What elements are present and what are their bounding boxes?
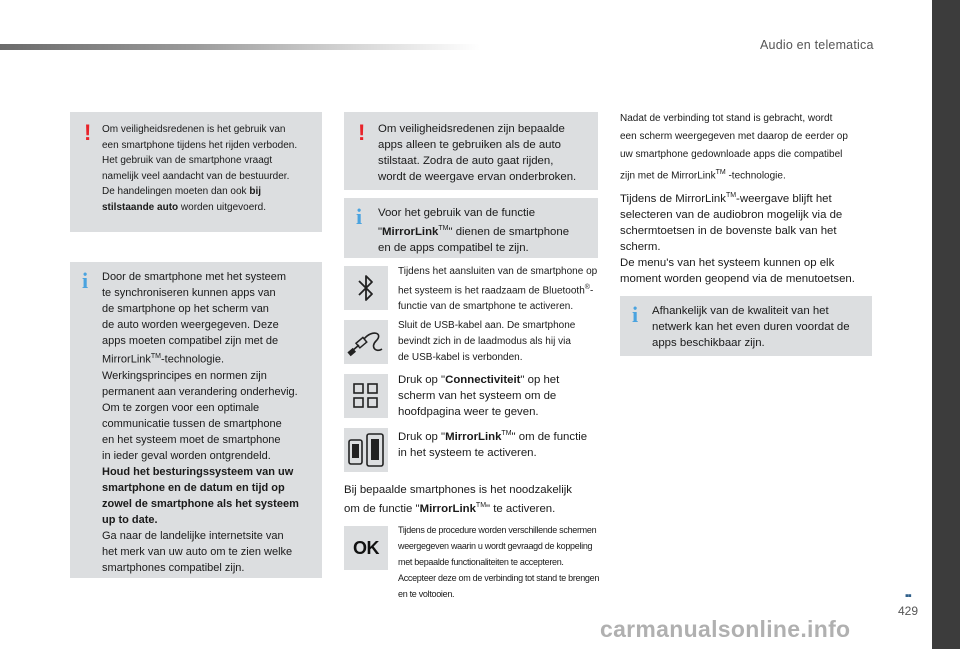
text-line: permanent aan verandering onderhevig. [102, 385, 298, 398]
text-line: te synchroniseren kunnen apps van [102, 287, 276, 299]
text-line: en het systeem moet de smartphone [102, 433, 281, 446]
text-line: Om veiligheidsredenen is het gebruik van [102, 124, 286, 135]
paragraph-connection [620, 110, 882, 185]
step-usb [398, 318, 604, 366]
info-box-compatibility [344, 198, 598, 258]
header-gradient-bar [0, 44, 480, 50]
step-icon-box [344, 320, 388, 364]
text-line: om de functie " [344, 502, 420, 515]
text-line: Werkingsprincipes en normen zijn [102, 369, 267, 382]
text-line: Afhankelijk van de kwaliteit van het [652, 305, 829, 317]
text-line: - [589, 285, 594, 297]
text-line: met bepaalde functionaliteiten te accepteren. [398, 557, 564, 567]
bold-text: MirrorLink [445, 430, 502, 443]
text-line: een scherm weergegeven met daarop de eerder op [620, 131, 848, 142]
text-line: in ieder geval worden ontgrendeld. [102, 449, 271, 462]
text-line: " om de functie [511, 430, 588, 443]
ok-icon: OK [353, 537, 379, 558]
text-line: Tijdens het aansluiten van de smartphone op [398, 266, 598, 277]
info-box-network [620, 296, 872, 356]
text-line: communicatie tussen de smartphone [102, 417, 282, 430]
info-icon: i [356, 204, 363, 229]
text-line: wordt de weergave ervan onderbroken. [378, 171, 577, 183]
paragraph-audio-source [620, 188, 882, 287]
bold-text: MirrorLink [382, 225, 439, 238]
text-line: Druk op " [398, 430, 446, 443]
bluetooth-icon [354, 272, 378, 304]
text-line: Nadat de verbinding tot stand is gebracht, wordt [620, 113, 833, 124]
text-line: in het systeem te activeren. [398, 446, 537, 459]
text-line: worden uitgevoerd. [178, 201, 266, 213]
text-line: selecteren van de audiobron mogelijk via de [620, 208, 843, 221]
bold-text: smartphone en de datum en tijd op [102, 481, 285, 494]
text-line: -technologie. [725, 170, 786, 182]
text-line: zijn met de MirrorLink [620, 170, 716, 182]
text-line: en de apps compatibel te zijn. [378, 241, 529, 254]
page-number: 429 [898, 604, 919, 618]
warning-box-apps [344, 112, 598, 190]
bold-text: stilstaande auto [102, 201, 179, 213]
bold-text: bij [249, 186, 262, 197]
text-line: de smartphone op het scherm van [102, 303, 269, 315]
text-line: weergegeven waarin u wordt gevraagd de koppeling [398, 541, 593, 551]
text-line: namelijk veel aandacht van de bestuurder. [102, 170, 290, 182]
trademark: TM [438, 225, 449, 232]
usb-cable-icon [346, 325, 386, 359]
text-line: Om veiligheidsredenen zijn bepaalde [378, 123, 565, 135]
bold-text: Houd het besturingssysteem van uw [102, 465, 294, 478]
text-line: Om te zorgen voor een optimale [102, 401, 260, 414]
text-line: Voor het gebruik van de functie [378, 207, 536, 219]
text-line: Tijdens de MirrorLink [620, 192, 726, 205]
text-line: Door de smartphone met het systeem [102, 271, 287, 283]
text-line: -technologie. [161, 353, 225, 366]
info-icon: i [82, 268, 89, 293]
text-line: " dienen de smartphone [448, 225, 570, 238]
text-line: Tijdens de procedure worden verschillende schermen [398, 525, 597, 535]
text-line: het systeem is het raadzaam de Bluetooth [398, 285, 585, 297]
step-mirrorlink [398, 426, 604, 461]
text-line: Het gebruik van de smartphone vraagt [102, 155, 273, 166]
warning-icon: ! [358, 120, 366, 145]
bold-text: MirrorLink [419, 502, 476, 515]
trademark: TM [715, 169, 726, 176]
bold-text: up to date. [102, 513, 158, 526]
bold-text: zowel de smartphone als het systeem [102, 497, 299, 510]
text-line: -weergave blijft het [736, 192, 832, 205]
step-ok [398, 522, 604, 602]
text-line: netwerk kan het even duren voordat de [652, 321, 850, 333]
text-line: stilstaat. Zodra de auto gaat rijden, [378, 155, 554, 167]
text-line: bevindt zich in de laadmodus als hij via [398, 336, 571, 347]
text-line: uw smartphone gedownloade apps die compatibel [620, 149, 843, 160]
step-icon-box [344, 266, 388, 310]
text-line: " op het [520, 374, 560, 386]
text-line: De menu's van het systeem kunnen op elk [620, 256, 835, 269]
bold-text: Connectiviteit [445, 374, 521, 386]
text-line: de auto worden weergegeven. Deze [102, 319, 279, 331]
text-line: scherm van het systeem om de [398, 390, 557, 402]
text-line: scherm. [620, 240, 661, 253]
mirrorlink-icon [347, 432, 385, 468]
text-line: een smartphone tijdens het rijden verboden. [102, 139, 298, 151]
step-icon-box [344, 374, 388, 418]
text-line: apps alleen te gebruiken als de auto [378, 139, 562, 151]
text-line: apps beschikbaar zijn. [652, 337, 765, 349]
text-line: " [378, 225, 383, 238]
trademark: TM [475, 502, 487, 509]
registered-mark: ® [584, 284, 590, 291]
text-line: Druk op " [398, 374, 446, 386]
text-line: Bij bepaalde smartphones is het noodzakelijk [344, 484, 572, 496]
text-line: " te activeren. [486, 502, 556, 515]
info-icon: i [632, 302, 639, 327]
info-box-smartphone-sync [70, 262, 322, 578]
text-line: functie van de smartphone te activeren. [398, 301, 574, 313]
text-line: hoofdpagina weer te geven. [398, 406, 539, 418]
step-icon-box [344, 526, 388, 570]
text-line: Sluit de USB-kabel aan. De smartphone [398, 320, 576, 331]
text-line: MirrorLink [102, 353, 151, 366]
text-line: en te voltooien. [398, 589, 455, 599]
note-text [344, 482, 604, 517]
trademark: TM [501, 430, 512, 437]
step-bluetooth [398, 264, 604, 315]
warning-box-safety [70, 112, 322, 232]
watermark: carmanualsonline.info [600, 616, 851, 642]
text-line: schermtoetsen in de bovenste balk van het [620, 224, 837, 237]
step-icon-box [344, 428, 388, 472]
section-title: Audio en telematica [760, 38, 874, 52]
text-line: Ga naar de landelijke internetsite van [102, 529, 284, 542]
page-edge-strip [932, 0, 960, 649]
step-connectivity [398, 372, 604, 420]
grid-icon [353, 383, 379, 409]
text-line: Accepteer deze om de verbinding tot stand te brengen [398, 573, 600, 583]
trademark: TM [150, 353, 162, 360]
text-line: het merk van uw auto om te zien welke [102, 545, 293, 558]
text-line: smartphones compatibel zijn. [102, 561, 245, 574]
text-line: moment worden geopend via de menutoetsen. [620, 272, 855, 285]
warning-icon: ! [84, 120, 92, 145]
trademark: TM [725, 192, 737, 199]
text-line: De handelingen moeten dan ook [102, 186, 250, 197]
page-marker-dots: ▪▪ [905, 590, 911, 602]
text-line: de USB-kabel is verbonden. [398, 352, 523, 363]
text-line: apps moeten compatibel zijn met de [102, 335, 279, 347]
